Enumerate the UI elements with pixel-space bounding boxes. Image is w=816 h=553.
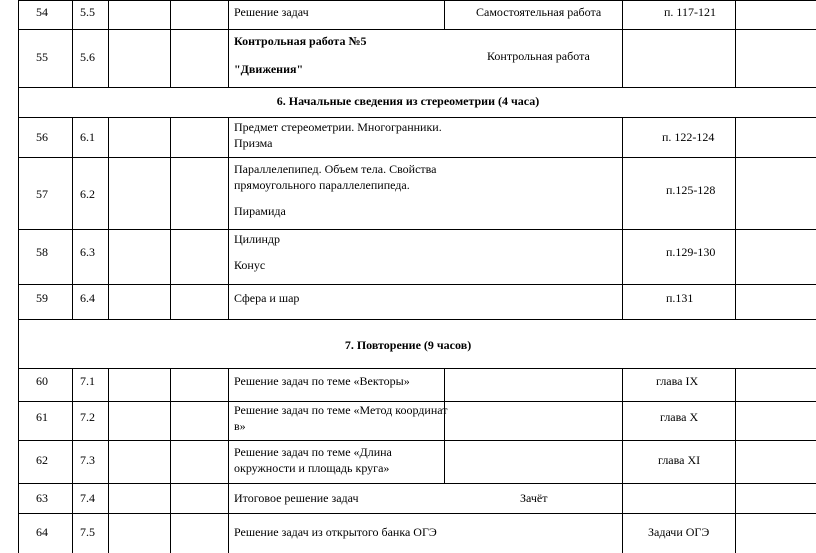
- column-divider: [228, 117, 229, 319]
- row-number: 60: [36, 374, 48, 388]
- lesson-topic-line2: окружности и площадь круга»: [234, 461, 390, 475]
- column-divider: [228, 368, 229, 553]
- row-number: 59: [36, 291, 48, 305]
- lesson-code: 7.2: [80, 410, 95, 424]
- column-divider: [72, 117, 73, 319]
- row-divider: [18, 513, 816, 514]
- section-header: 7. Повторение (9 часов): [344, 338, 472, 352]
- row-number: 64: [36, 525, 48, 539]
- lesson-topic-line2: Призма: [234, 136, 273, 150]
- row-divider: [18, 401, 816, 402]
- row-number: 56: [36, 130, 48, 144]
- column-divider: [622, 368, 623, 553]
- row-divider: [18, 87, 816, 88]
- column-divider: [444, 368, 445, 483]
- lesson-topic: Сфера и шар: [234, 291, 300, 305]
- lesson-type: Самостоятельная работа: [476, 5, 602, 19]
- column-divider: [735, 368, 736, 553]
- row-divider: [18, 157, 816, 158]
- lesson-code: 6.1: [80, 130, 95, 144]
- lesson-reference: п. 117-121: [664, 5, 716, 19]
- column-divider: [444, 0, 445, 29]
- lesson-reference: п.125-128: [666, 183, 716, 197]
- lesson-topic: Итоговое решение задач: [234, 491, 359, 505]
- lesson-reference: п. 122-124: [662, 130, 715, 144]
- lesson-reference: глава XI: [658, 453, 701, 467]
- column-divider: [108, 0, 109, 87]
- column-divider: [228, 0, 229, 87]
- row-divider: [18, 29, 816, 30]
- lesson-topic-line2: в»: [234, 419, 246, 433]
- row-number: 55: [36, 50, 48, 64]
- lesson-topic: Решение задач по теме «Векторы»: [234, 374, 410, 388]
- lesson-topic: Цилиндр: [234, 232, 281, 246]
- row-number: 58: [36, 245, 48, 259]
- column-divider: [108, 117, 109, 319]
- column-divider: [622, 0, 623, 87]
- column-divider: [18, 0, 19, 553]
- lesson-reference: Задачи ОГЭ: [648, 525, 710, 539]
- column-divider: [170, 368, 171, 553]
- row-divider: [18, 117, 816, 118]
- lesson-code: 6.2: [80, 187, 95, 201]
- lesson-topic: Предмет стереометрии. Многогранники.: [234, 120, 442, 134]
- column-divider: [735, 0, 736, 87]
- lesson-topic: Решение задач: [234, 5, 309, 19]
- lesson-topic: Решение задач по теме «Метод координат: [234, 403, 448, 417]
- row-number: 62: [36, 453, 48, 467]
- lesson-reference: п.131: [666, 291, 694, 305]
- row-divider: [18, 483, 816, 484]
- row-divider: [18, 0, 816, 1]
- lesson-code: 7.4: [80, 491, 95, 505]
- column-divider: [72, 368, 73, 553]
- lesson-code: 5.6: [80, 50, 95, 64]
- lesson-code: 5.5: [80, 5, 95, 19]
- column-divider: [170, 117, 171, 319]
- lesson-topic-line2: Конус: [234, 258, 266, 272]
- row-divider: [18, 284, 816, 285]
- row-number: 54: [36, 5, 48, 19]
- row-divider: [18, 368, 816, 369]
- lesson-type: Контрольная работа: [487, 49, 590, 63]
- lesson-reference: глава IX: [656, 374, 699, 388]
- lesson-topic: Решение задач из открытого банка ОГЭ: [234, 525, 437, 539]
- row-divider: [18, 319, 816, 320]
- lesson-code: 7.1: [80, 374, 95, 388]
- lesson-type: Зачёт: [520, 491, 548, 505]
- lesson-topic: Параллелепипед. Объем тела. Свойства: [234, 162, 437, 176]
- row-divider: [18, 440, 816, 441]
- lesson-topic-line3: Пирамида: [234, 204, 286, 218]
- column-divider: [108, 368, 109, 553]
- lesson-topic-line2: "Движения": [234, 62, 304, 76]
- column-divider: [72, 0, 73, 87]
- row-number: 57: [36, 187, 48, 201]
- row-number: 63: [36, 491, 48, 505]
- column-divider: [735, 117, 736, 319]
- lesson-topic: Контрольная работа №5: [234, 34, 367, 48]
- row-divider: [18, 229, 816, 230]
- lesson-code: 6.4: [80, 291, 95, 305]
- lesson-reference: глава X: [660, 410, 699, 424]
- column-divider: [622, 117, 623, 319]
- lesson-topic: Решение задач по теме «Длина: [234, 445, 392, 459]
- lesson-code: 6.3: [80, 245, 95, 259]
- lesson-code: 7.5: [80, 525, 95, 539]
- lesson-code: 7.3: [80, 453, 95, 467]
- lesson-topic-line2: прямоугольного параллелепипеда.: [234, 178, 410, 192]
- column-divider: [170, 0, 171, 87]
- row-number: 61: [36, 410, 48, 424]
- section-header: 6. Начальные сведения из стереометрии (4 часа): [276, 94, 540, 108]
- lesson-reference: п.129-130: [666, 245, 716, 259]
